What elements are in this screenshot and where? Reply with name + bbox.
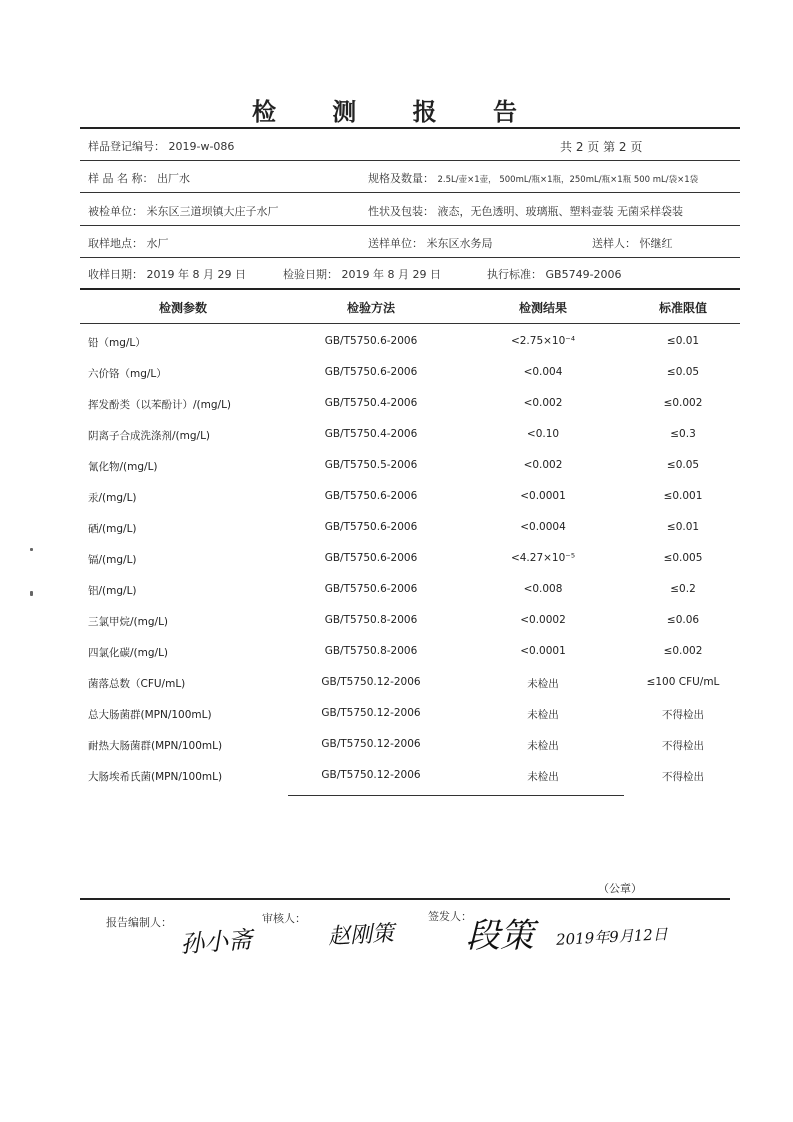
row-limit: 不得检出 (662, 771, 704, 783)
reg-number-value: 2019-w-086 (168, 140, 235, 153)
row-method: GB/T5750.12-2006 (321, 707, 421, 719)
reg-number-label: 样品登记编号： (88, 140, 165, 153)
col-header-result: 检测结果 (518, 301, 567, 315)
row-result: <2.75×10⁻⁴ (510, 335, 576, 347)
row-result: <0.0001 (520, 645, 566, 657)
sample-name (88, 170, 190, 186)
test-date (283, 266, 441, 282)
row-param: 铅（mg/L） (88, 337, 146, 349)
col-header-param: 检测参数 (158, 301, 207, 315)
report-title: 检 测 报 告 (251, 97, 542, 126)
table-header-rule (80, 323, 740, 324)
row-limit: ≤0.002 (663, 645, 703, 657)
row-limit: ≤0.2 (670, 583, 696, 595)
sampling-site-label: 取样地点： (88, 237, 143, 250)
row-param: 六价铬（mg/L） (88, 368, 167, 380)
row-method: GB/T5750.12-2006 (321, 738, 421, 750)
row-result: <0.0001 (520, 490, 566, 502)
standard (487, 266, 622, 282)
row-result: <0.002 (523, 459, 563, 471)
row-result: 未检出 (527, 709, 559, 721)
row-limit: ≤0.01 (666, 335, 700, 347)
scan-speck (30, 548, 33, 551)
row-result: <0.008 (523, 583, 563, 595)
row-limit: 不得检出 (662, 740, 704, 752)
row-param: 汞/(mg/L) (88, 492, 137, 504)
spec-quantity (368, 170, 698, 186)
spec-quantity-value: 2.5L/壶×1壶， 500mL/瓶×1瓶，250mL/瓶×1瓶 500 mL/袋×1袋 (437, 175, 699, 185)
row-method: GB/T5750.6-2006 (324, 366, 418, 378)
row-rule (80, 225, 740, 226)
row-limit: ≤0.06 (666, 614, 700, 626)
row-limit: ≤0.05 (666, 459, 700, 471)
state-package-label: 性状及包装： (368, 205, 434, 218)
row-method: GB/T5750.4-2006 (324, 428, 418, 440)
row-result: 未检出 (527, 771, 559, 783)
table-end-rule (288, 795, 624, 796)
row-method: GB/T5750.6-2006 (324, 490, 418, 502)
row-result: <0.10 (526, 428, 560, 440)
row-limit: ≤0.3 (670, 428, 696, 440)
test-date-value: 2019 年 8 月 29 日 (341, 268, 441, 281)
state-package (368, 203, 683, 219)
row-rule (80, 192, 740, 193)
inspected-unit-label: 被检单位： (88, 205, 143, 218)
row-param: 四氯化碳/(mg/L) (88, 647, 169, 659)
standard-value: GB5749-2006 (545, 268, 622, 281)
row-limit: 不得检出 (662, 709, 704, 721)
row-param: 挥发酚类（以苯酚计）/(mg/L) (88, 399, 232, 411)
sign-date: 2019年9月12日 (555, 925, 669, 949)
row-method: GB/T5750.8-2006 (324, 645, 418, 657)
row-result: <4.27×10⁻⁵ (510, 552, 576, 564)
row-param: 三氯甲烷/(mg/L) (88, 616, 169, 628)
sender-unit-label: 送样单位： (368, 237, 423, 250)
sampling-site (88, 235, 169, 251)
row-rule (80, 257, 740, 258)
row-result: 未检出 (527, 740, 559, 752)
row-method: GB/T5750.6-2006 (324, 552, 418, 564)
row-result: 未检出 (527, 678, 559, 690)
row-result: <0.004 (523, 366, 563, 378)
page-count: 共 2 页 第 2 页 (560, 140, 643, 154)
row-limit: ≤0.005 (663, 552, 703, 564)
sampling-site-value: 水厂 (146, 237, 169, 250)
receive-date-label: 收样日期： (88, 268, 143, 281)
col-header-limit: 标准限值 (658, 301, 707, 315)
inspected-unit (88, 203, 279, 219)
row-limit: ≤0.05 (666, 366, 700, 378)
row-param: 铝/(mg/L) (88, 585, 137, 597)
row-param: 大肠埃希氏菌(MPN/100mL) (88, 771, 223, 783)
row-param: 耐热大肠菌群(MPN/100mL) (88, 740, 223, 752)
compiler-signature: 孙小斋 (179, 925, 254, 959)
sample-name-label: 样 品 名 称： (88, 172, 154, 185)
title-rule (80, 127, 740, 129)
reviewer-label: 审核人： (262, 912, 306, 925)
row-limit: ≤0.01 (666, 521, 700, 533)
row-result: <0.0002 (520, 614, 566, 626)
row-method: GB/T5750.12-2006 (321, 769, 421, 781)
row-limit: ≤0.001 (663, 490, 703, 502)
row-param: 镉/(mg/L) (88, 554, 137, 566)
receive-date (88, 266, 246, 282)
row-method: GB/T5750.8-2006 (324, 614, 418, 626)
sender-label: 送样人： (592, 237, 636, 250)
scan-speck (30, 591, 33, 596)
row-param: 总大肠菌群(MPN/100mL) (88, 709, 212, 721)
row-param: 氰化物/(mg/L) (88, 461, 158, 473)
signature-rule (80, 898, 730, 900)
official-seal-label: （公章） (598, 882, 642, 895)
row-method: GB/T5750.5-2006 (324, 459, 418, 471)
sender-unit-value: 米东区水务局 (426, 237, 493, 250)
sample-name-value: 出厂水 (157, 172, 190, 185)
row-method: GB/T5750.6-2006 (324, 335, 418, 347)
inspected-unit-value: 米东区三道坝镇大庄子水厂 (146, 205, 279, 218)
row-limit: ≤0.002 (663, 397, 703, 409)
row-param: 阴离子合成洗涤剂/(mg/L) (88, 430, 211, 442)
state-package-value: 液态，无色透明、玻璃瓶、塑料壶装 无菌采样袋装 (437, 205, 683, 218)
sender-unit (368, 235, 493, 251)
sender (592, 235, 673, 251)
row-method: GB/T5750.12-2006 (321, 676, 421, 688)
row-method: GB/T5750.6-2006 (324, 583, 418, 595)
compiler-label: 报告编制人： (106, 916, 172, 929)
receive-date-value: 2019 年 8 月 29 日 (146, 268, 246, 281)
test-date-label: 检验日期： (283, 268, 338, 281)
standard-label: 执行标准： (487, 268, 542, 281)
reg-number (88, 138, 234, 154)
row-method: GB/T5750.6-2006 (324, 521, 418, 533)
row-method: GB/T5750.4-2006 (324, 397, 418, 409)
row-result: <0.002 (523, 397, 563, 409)
issuer-signature: 段策 (466, 916, 534, 956)
col-header-method: 检验方法 (346, 301, 395, 315)
row-result: <0.0004 (520, 521, 566, 533)
row-param: 菌落总数（CFU/mL) (88, 678, 186, 690)
issuer-label: 签发人： (428, 910, 472, 923)
table-top-rule (80, 288, 740, 290)
row-rule (80, 160, 740, 161)
spec-quantity-label: 规格及数量： (368, 172, 434, 185)
row-limit: ≤100 CFU/mL (646, 676, 720, 688)
reviewer-signature: 赵刚策 (327, 921, 395, 950)
sender-value: 怀继红 (639, 237, 673, 250)
row-param: 硒/(mg/L) (88, 523, 137, 535)
